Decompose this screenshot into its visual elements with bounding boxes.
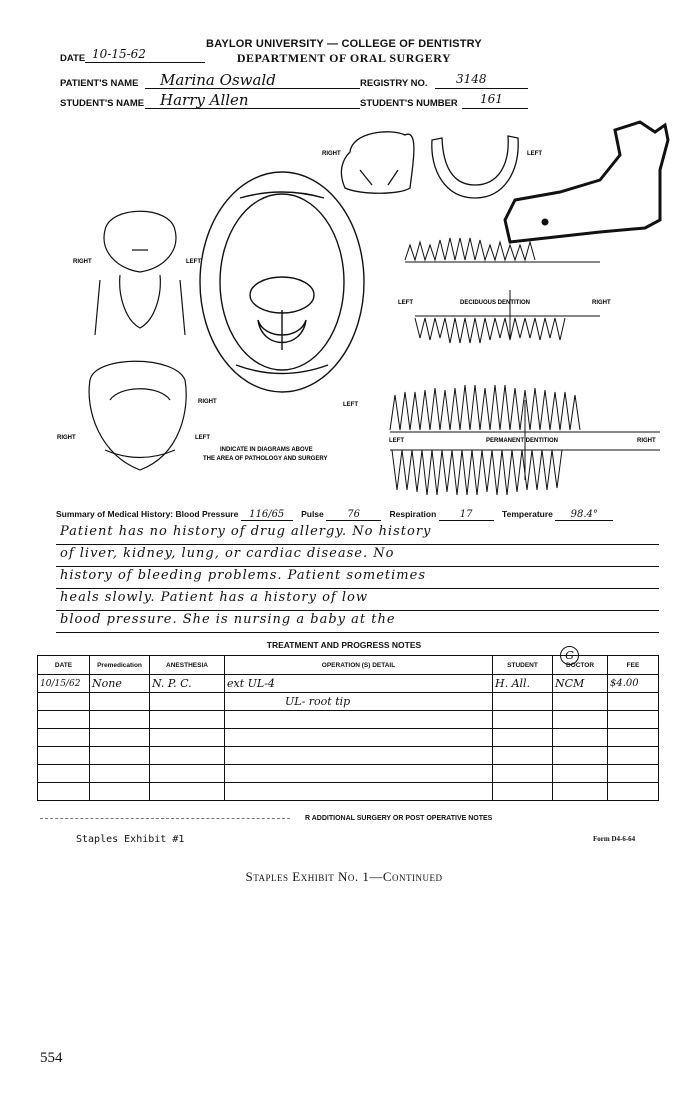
cell-operation	[225, 783, 493, 801]
registry-value: 3148	[456, 72, 487, 86]
permanent-right-label: RIGHT	[637, 438, 656, 444]
cell-anesthesia	[150, 765, 225, 783]
exhibit-label: Staples Exhibit #1	[76, 834, 185, 845]
head-left-label: LEFT	[186, 259, 201, 265]
table-row	[38, 729, 659, 747]
column-header-premedication: Premedication	[90, 656, 150, 675]
blood-pressure-value: 116/65	[241, 509, 293, 521]
date-label: DATE	[60, 53, 86, 64]
student-name-value: Harry Allen	[160, 91, 249, 109]
cell-operation	[225, 711, 493, 729]
form-number: Form D4-6-64	[593, 835, 636, 843]
upper-arch-right-label: RIGHT	[322, 151, 341, 157]
cell-student	[493, 765, 553, 783]
upper-arch-diagram	[341, 132, 414, 193]
cell-date: 10/15/62	[38, 675, 90, 693]
cell-doctor	[553, 783, 608, 801]
open-mouth-diagram	[200, 172, 364, 392]
cell-doctor	[553, 711, 608, 729]
date-line	[85, 62, 205, 63]
cell-anesthesia	[150, 711, 225, 729]
table-row	[38, 783, 659, 801]
table-row	[38, 765, 659, 783]
student-number-label: STUDENT'S NUMBER	[360, 98, 458, 109]
permanent-left-label: LEFT	[389, 438, 404, 444]
indicate-line-2: THE AREA OF PATHOLOGY AND SURGERY	[203, 456, 328, 462]
column-header-doctor: DOCTOR	[553, 656, 608, 675]
permanent-teeth-diagram	[390, 290, 660, 495]
date-value: 10-15-62	[92, 47, 146, 61]
table-row	[38, 711, 659, 729]
lower-arch-left-label: LEFT	[527, 151, 542, 157]
permanent-dentition-label: PERMANENT DENTITION	[486, 438, 558, 444]
temperature-value: 98.4°	[555, 509, 613, 521]
cell-premedication	[90, 783, 150, 801]
cell-fee	[608, 693, 659, 711]
history-text-line: Patient has no history of drug allergy. No history	[60, 524, 432, 539]
table-row	[38, 675, 659, 693]
cell-anesthesia	[150, 783, 225, 801]
cell-student	[493, 729, 553, 747]
tongue-right-label: RIGHT	[57, 435, 76, 441]
head-diagram	[95, 211, 185, 335]
cell-doctor	[553, 729, 608, 747]
student-number-line	[462, 108, 528, 109]
indicate-line-1: INDICATE IN DIAGRAMS ABOVE	[220, 447, 313, 453]
mandible-diagram	[505, 122, 668, 242]
pulse-value: 76	[326, 509, 381, 521]
cell-doctor	[553, 765, 608, 783]
cell-premedication	[90, 711, 150, 729]
registry-line	[435, 88, 528, 89]
cell-doctor: NCM	[553, 675, 608, 693]
circled-mark: G	[560, 646, 579, 665]
column-header-date: DATE	[38, 656, 90, 675]
cell-fee	[608, 747, 659, 765]
cell-student	[493, 747, 553, 765]
cell-doctor	[553, 693, 608, 711]
cell-date	[38, 729, 90, 747]
cell-date	[38, 747, 90, 765]
cell-anesthesia: N. P. C.	[150, 675, 225, 693]
cell-date	[38, 783, 90, 801]
cell-premedication	[90, 747, 150, 765]
cell-anesthesia	[150, 693, 225, 711]
column-header-anesthesia: ANESTHESIA	[150, 656, 225, 675]
dental-diagrams	[0, 110, 688, 510]
additional-notes-label: R ADDITIONAL SURGERY OR POST OPERATIVE NOTES	[305, 815, 493, 822]
department-title: DEPARTMENT OF ORAL SURGERY	[236, 51, 452, 65]
patient-name-value: Marina Oswald	[160, 71, 276, 89]
history-text-line: blood pressure. She is nursing a baby at the	[60, 612, 396, 627]
treatment-table	[37, 655, 659, 801]
treatment-title: TREATMENT AND PROGRESS NOTES	[266, 640, 422, 650]
medical-history-row	[56, 509, 613, 521]
cell-date	[38, 693, 90, 711]
history-text-line: history of bleeding problems. Patient sometimes	[60, 568, 426, 583]
student-name-label: STUDENT'S NAME	[60, 98, 145, 109]
cell-operation: ext UL-4	[225, 675, 493, 693]
cell-operation	[225, 747, 493, 765]
cell-premedication	[90, 693, 150, 711]
cell-student	[493, 693, 553, 711]
torn-edge-line	[40, 818, 290, 819]
summary-label: Summary of Medical History: Blood Pressure	[56, 509, 239, 519]
table-row	[38, 747, 659, 765]
deciduous-right-label: RIGHT	[592, 300, 611, 306]
cell-premedication: None	[90, 675, 150, 693]
student-number-value: 161	[480, 92, 503, 106]
cell-operation: UL- root tip	[225, 693, 493, 711]
history-text-line: heals slowly. Patient has a history of low	[60, 590, 368, 605]
cell-date	[38, 765, 90, 783]
cell-operation	[225, 765, 493, 783]
cell-fee	[608, 765, 659, 783]
cell-date	[38, 711, 90, 729]
tongue-diagram	[89, 361, 186, 470]
cell-premedication	[90, 729, 150, 747]
deciduous-left-label: LEFT	[398, 300, 413, 306]
patient-name-label: PATIENT'S NAME	[60, 78, 139, 89]
column-header-operation: OPERATION (S) DETAIL	[225, 656, 493, 675]
tongue-left-label: LEFT	[195, 435, 210, 441]
cell-student	[493, 711, 553, 729]
cell-student	[493, 783, 553, 801]
column-header-student: STUDENT	[493, 656, 553, 675]
cell-premedication	[90, 765, 150, 783]
deciduous-teeth-diagram	[405, 238, 600, 343]
temperature-label: Temperature	[502, 509, 553, 519]
registry-label: REGISTRY NO.	[360, 78, 428, 89]
cell-operation	[225, 729, 493, 747]
column-header-fee: FEE	[608, 656, 659, 675]
mouth-right-label: RIGHT	[198, 399, 217, 405]
mouth-left-label: LEFT	[343, 402, 358, 408]
cell-student: H. All.	[493, 675, 553, 693]
lower-arch-diagram	[432, 136, 518, 198]
page-number: 554	[40, 1050, 63, 1066]
history-text-line: of liver, kidney, lung, or cardiac disease. No	[60, 546, 395, 561]
cell-fee: $4.00	[608, 675, 659, 693]
table-row	[38, 693, 659, 711]
cell-fee	[608, 729, 659, 747]
respiration-label: Respiration	[389, 509, 437, 519]
respiration-value: 17	[439, 509, 494, 521]
university-title: BAYLOR UNIVERSITY — COLLEGE OF DENTISTRY	[206, 38, 482, 50]
cell-fee	[608, 783, 659, 801]
pulse-label: Pulse	[301, 509, 324, 519]
cell-anesthesia	[150, 747, 225, 765]
cell-anesthesia	[150, 729, 225, 747]
deciduous-dentition-label: DECIDUOUS DENTITION	[460, 300, 531, 306]
cell-fee	[608, 711, 659, 729]
head-right-label: RIGHT	[73, 259, 92, 265]
cell-doctor	[553, 747, 608, 765]
exhibit-caption: Staples Exhibit No. 1—Continued	[245, 869, 443, 884]
